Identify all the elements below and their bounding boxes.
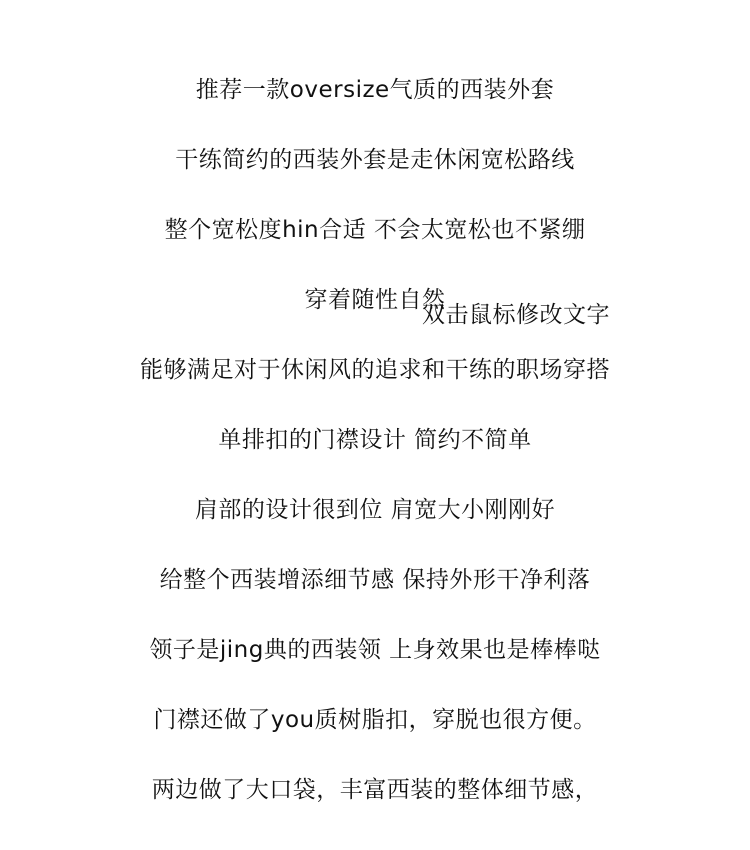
edit-text-hint: 双击鼠标修改文字 — [422, 302, 610, 328]
text-line[interactable]: 干练简约的西装外套是走休闲宽松路线 — [175, 147, 575, 173]
text-line[interactable]: 门襟还做了you质树脂扣，穿脱也很方便。 — [153, 707, 597, 733]
text-line[interactable]: 推荐一款oversize气质的西装外套 — [195, 77, 555, 103]
text-line[interactable]: 两边做了大口袋，丰富西装的整体细节感， — [151, 777, 599, 803]
text-line[interactable]: 给整个西装增添细节感 保持外形干净利落 — [159, 567, 591, 593]
text-line[interactable]: 能够满足对于休闲风的追求和干练的职场穿搭 — [140, 357, 610, 383]
text-line[interactable]: 整个宽松度hin合适 不会太宽松也不紧绷 — [164, 217, 586, 243]
text-line[interactable]: 领子是jing典的西装领 上身效果也是棒棒哒 — [149, 637, 601, 663]
text-line[interactable]: 肩部的设计很到位 肩宽大小刚刚好 — [194, 497, 556, 523]
text-line[interactable]: 穿着随性自然 — [304, 287, 446, 313]
text-line[interactable]: 单排扣的门襟设计 简约不简单 — [218, 427, 532, 453]
